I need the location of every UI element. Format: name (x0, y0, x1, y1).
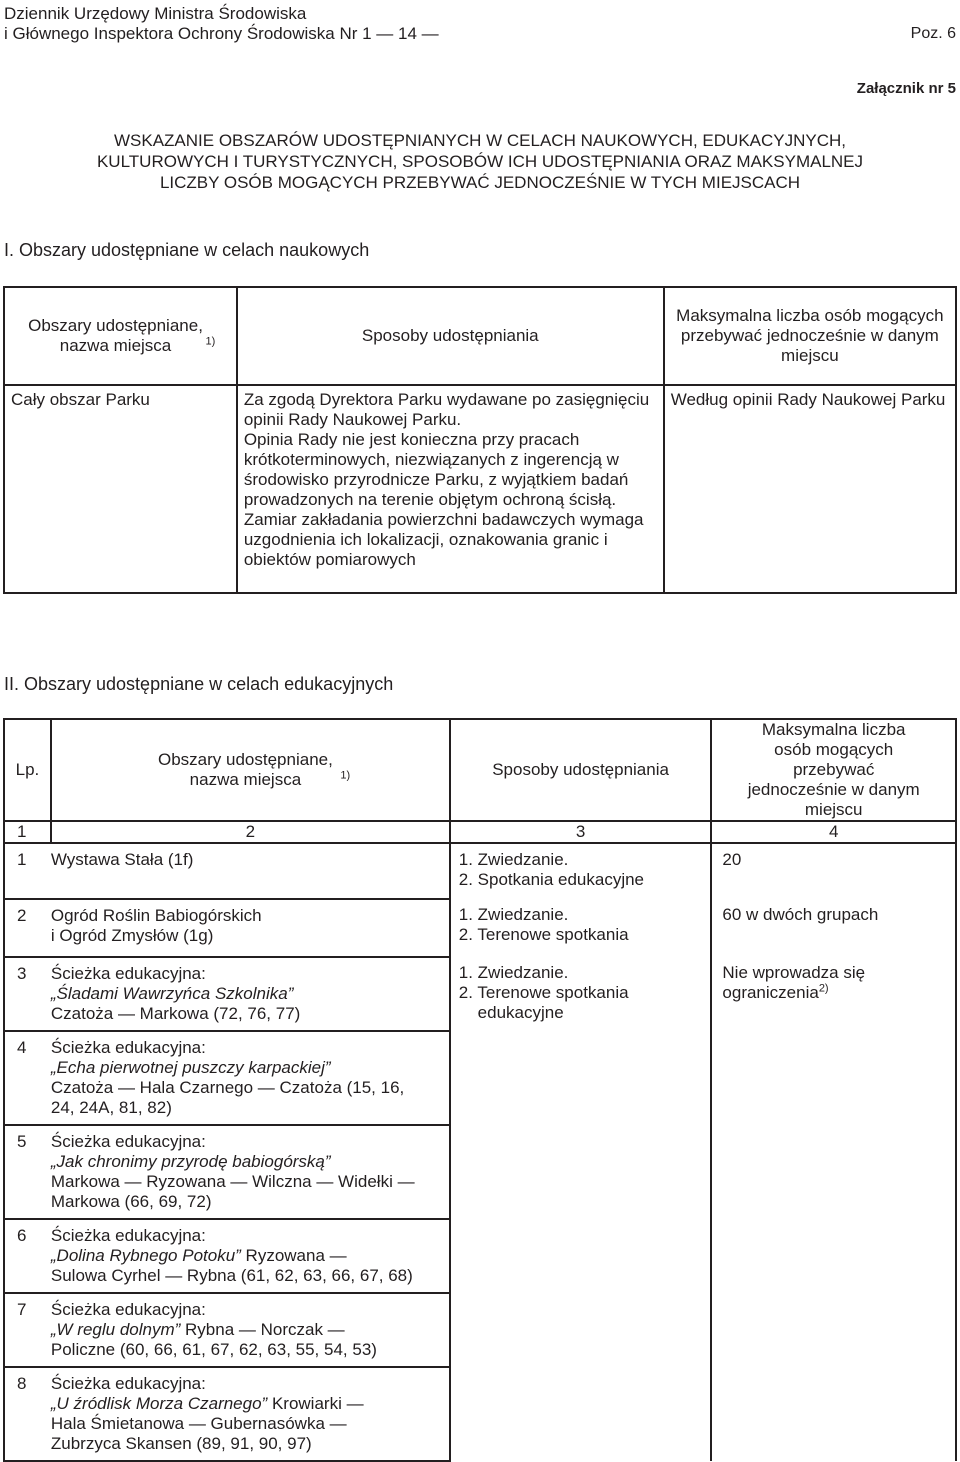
cell-area (51, 1031, 450, 1125)
col-num-4: 4 (711, 821, 956, 843)
path-route: Hala Śmietanowa — Gubernasówka — Zubrzyca Skansen (89, 91, 90, 97) (50, 1414, 347, 1453)
path-title (51, 1058, 449, 1078)
cell-area (51, 1293, 450, 1367)
position-number: Poz. 6 (910, 25, 956, 42)
path-title (51, 984, 449, 1004)
col-num-3: 3 (450, 821, 712, 843)
cell-area (51, 843, 450, 899)
cell-area (51, 1125, 450, 1219)
cell-area (51, 1219, 450, 1293)
footnote-ref: 1) (340, 769, 351, 782)
header-areas (4, 287, 237, 385)
cell-area (51, 899, 450, 957)
cell-lp: 7 (4, 1293, 51, 1367)
footnote-ref: 1) (205, 335, 216, 348)
annex-label: Załącznik nr 5 (856, 80, 956, 97)
table-row (4, 899, 956, 957)
path-title-tail: Ryzowana — (240, 1246, 347, 1265)
cell-max: Nie wprowadza się ograniczenia$^{2)}$ (711, 957, 956, 1461)
section-2-heading: II. Obszary udostępniane w celach edukacyjnych (4, 674, 394, 694)
educational-areas-table (3, 718, 957, 1462)
document-header (4, 4, 439, 44)
path-title (51, 1394, 449, 1414)
path-title-tail: Krowiarki — (267, 1394, 364, 1413)
cell-ways: 1. Zwiedzanie. 2. Terenowe spotkania (450, 899, 712, 957)
title-line-2: KULTUROWYCH I TURYSTYCZNYCH, SPOSOBÓW ICH UDOSTĘPNIANIA ORAZ MAKSYMALNEJ (96, 152, 864, 171)
cell-max: 20 (711, 843, 956, 899)
path-route: Czatoża — Hala Czarnego — Czatoża (15, 16, 24, 24A, 81, 82) (50, 1078, 405, 1117)
cell-max: 60 w dwóch grupach (711, 899, 956, 957)
cell-lp: 8 (4, 1367, 51, 1461)
area-name: Wystawa Stała (1f) (50, 850, 194, 869)
path-title-italic: „Jak chronimy przyrodę babiogórską” (50, 1152, 331, 1171)
ways-paragraph-2: Opinia Rady nie jest konieczna przy pracach krótkoterminowych, niezwiązanych z ingerencją w środowisko przyrodnicze Parku, z wyjątkiem badań prowadzonych na terenie objętym ochroną ścisłą. (243, 430, 629, 509)
path-title (51, 1152, 449, 1172)
path-route: Sulowa Cyrhel — Rybna (61, 62, 63, 66, 67, 68) (50, 1266, 413, 1285)
header-areas-label: Obszary udostępniane, nazwa miejsca (28, 316, 203, 355)
path-route: Policzne (60, 66, 61, 67, 62, 63, 55, 54, 53) (50, 1340, 377, 1359)
table-header-row (4, 719, 956, 821)
ways-paragraph-1: Za zgodą Dyrektora Parku wydawane po zasięgnięciu opinii Rady Naukowej Parku. (243, 390, 650, 429)
table-row (4, 385, 956, 593)
header-max: Maksymalna liczba osób mogących przebywać jednocześnie w danym miejscu (711, 719, 956, 821)
footnote-ref: 2) (818, 982, 829, 995)
header-line-2: i Głównego Inspektora Ochrony Środowiska Nr 1 — 14 — (4, 24, 439, 43)
path-title (51, 1320, 449, 1340)
area-name: Ogród Roślin Babiogórskich i Ogród Zmysłów (1g) (50, 906, 262, 945)
cell-max: Według opinii Rady Naukowej Parku (664, 385, 956, 593)
cell-lp: 2 (4, 899, 51, 957)
area-name: Ścieżka edukacyjna: (50, 1038, 206, 1057)
path-route: Markowa — Ryzowana — Wilczna — Widełki — Markowa (66, 69, 72) (50, 1172, 415, 1211)
ways-paragraph-3: Zamiar zakładania powierzchni badawczych wymaga uzgodnienia ich lokalizacji, oznakowania granic i obiektów pomiarowych (243, 510, 644, 569)
header-ways: Sposoby udostępniania (450, 719, 712, 821)
header-areas (51, 719, 450, 821)
path-route: Czatoża — Markowa (72, 76, 77) (50, 1004, 301, 1023)
cell-area (51, 1367, 450, 1461)
header-lp: Lp. (4, 719, 51, 821)
area-name: Ścieżka edukacyjna: (50, 1132, 206, 1151)
path-title (51, 1246, 449, 1266)
table-body (4, 843, 956, 1461)
title-line-1: WSKAZANIE OBSZARÓW UDOSTĘPNIANYCH W CELACH NAUKOWYCH, EDUKACYJNYCH, (113, 131, 847, 150)
cell-lp: 6 (4, 1219, 51, 1293)
cell-ways: 1. Zwiedzanie. 2. Spotkania edukacyjne (450, 843, 712, 899)
cell-lp: 5 (4, 1125, 51, 1219)
cell-area: Cały obszar Parku (4, 385, 237, 593)
scientific-areas-table (3, 286, 957, 594)
table-row (4, 957, 956, 1031)
cell-ways: 1. Zwiedzanie. 2. Terenowe spotkania edukacyjne (450, 957, 712, 1461)
table-row (4, 843, 956, 899)
area-name: Ścieżka edukacyjna: (50, 1374, 206, 1393)
area-name: Ścieżka edukacyjna: (50, 1300, 206, 1319)
header-max: Maksymalna liczba osób mogących przebywać jednocześnie w danym miejscu (664, 287, 956, 385)
col-num-2: 2 (51, 821, 450, 843)
column-numbers-row (4, 821, 956, 843)
path-title-tail: Rybna — Norczak — (180, 1320, 345, 1339)
header-ways: Sposoby udostępniania (237, 287, 664, 385)
title-line-3: LICZBY OSÓB MOGĄCYCH PRZEBYWAĆ JEDNOCZEŚNIE W TYCH MIEJSCACH (159, 173, 801, 192)
path-title-italic: „Echa pierwotnej puszczy karpackiej” (50, 1058, 331, 1077)
path-title-italic: „Śladami Wawrzyńca Szkolnika” (50, 984, 294, 1003)
section-1-heading: I. Obszary udostępniane w celach naukowych (4, 240, 370, 260)
col-num-1: 1 (4, 821, 51, 843)
header-line-1: Dziennik Urzędowy Ministra Środowiska (4, 4, 307, 23)
document-title (0, 130, 960, 193)
area-name: Ścieżka edukacyjna: (50, 964, 206, 983)
table-header-row (4, 287, 956, 385)
path-title-italic: „U źródlisk Morza Czarnego” (50, 1394, 268, 1413)
cell-lp: 1 (4, 843, 51, 899)
area-name: Ścieżka edukacyjna: (50, 1226, 206, 1245)
header-areas-label: Obszary udostępniane, nazwa miejsca (158, 750, 333, 789)
cell-lp: 3 (4, 957, 51, 1031)
path-title-italic: „Dolina Rybnego Potoku” (50, 1246, 241, 1265)
path-title-italic: „W reglu dolnym” (50, 1320, 181, 1339)
cell-area (51, 957, 450, 1031)
cell-lp: 4 (4, 1031, 51, 1125)
cell-ways (237, 385, 664, 593)
